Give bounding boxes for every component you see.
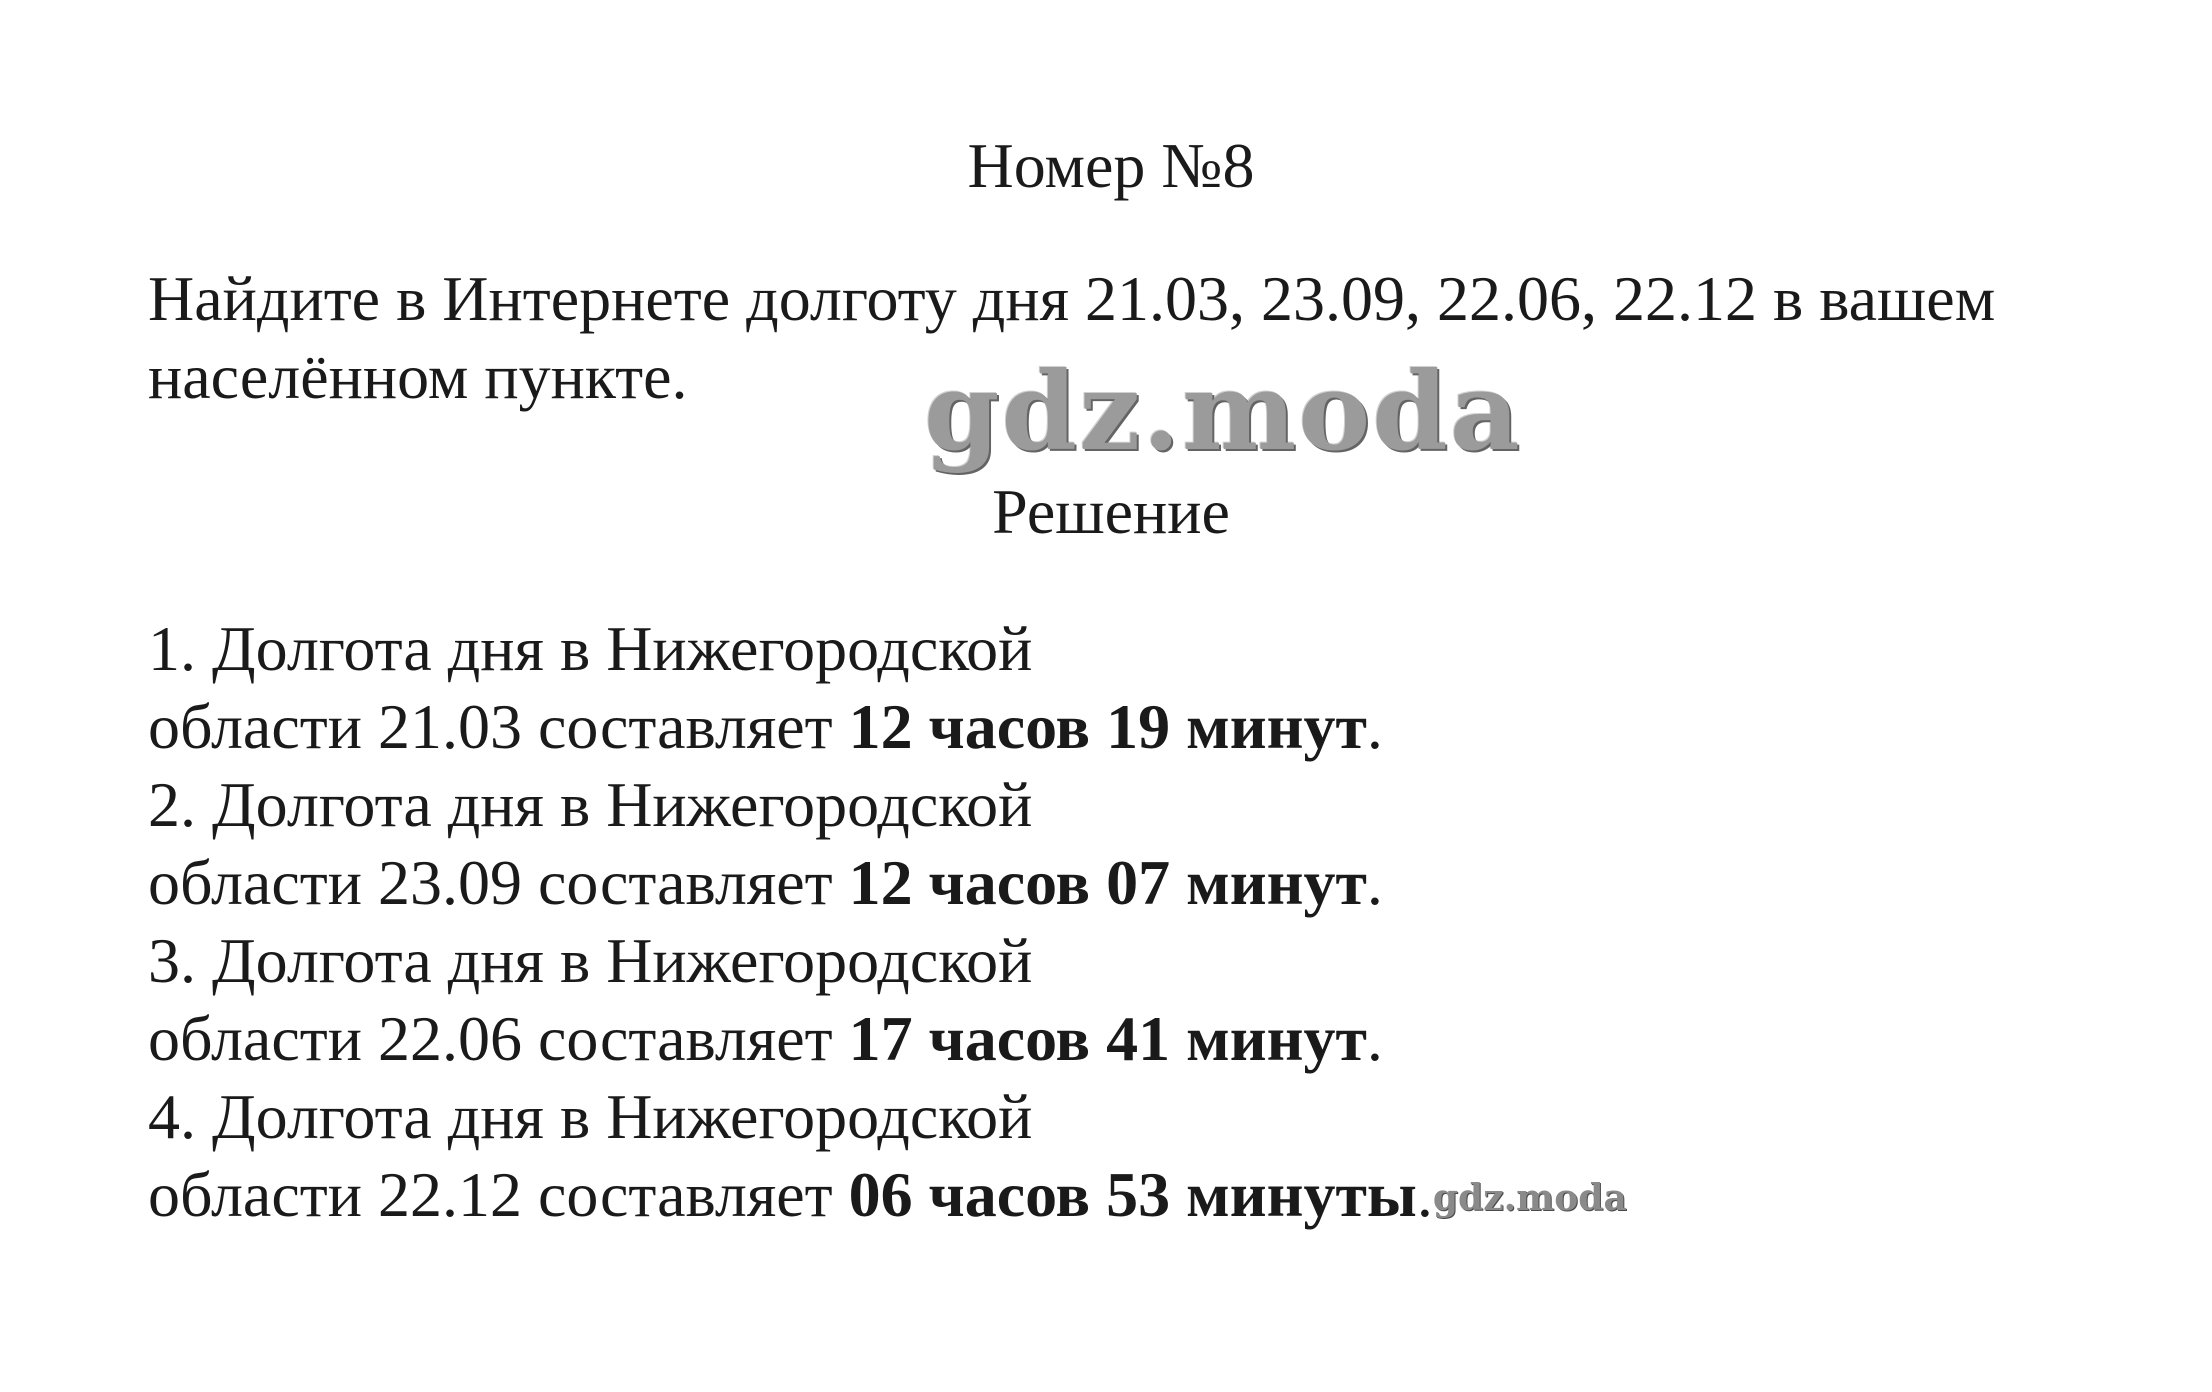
watermark-small-logo: gdz.moda <box>1432 1177 1627 1219</box>
answer-suffix: . <box>1366 847 1383 918</box>
answer-suffix: . <box>1366 691 1383 762</box>
watermark-logo: gdz.moda <box>924 349 1522 475</box>
answer-value: 06 часов 53 минуты <box>848 1159 1417 1230</box>
answer-line-2 <box>148 844 2108 922</box>
answer-prefix: области 21.03 составляет <box>148 691 849 762</box>
solution-heading: Решение <box>992 476 1230 547</box>
answer-item <box>148 1078 2108 1237</box>
answer-suffix: . <box>1416 1159 1433 1230</box>
answer-line-1: 4. Долгота дня в Нижегородской <box>148 1081 1033 1152</box>
task-text: Найдите в Интернете долготу дня 21.03, 23.09, 22.06, 22.12 в вашем населённом пункте. <box>148 263 1996 412</box>
answer-line-1: 1. Долгота дня в Нижегородской <box>148 613 1033 684</box>
answer-item <box>148 922 2108 1078</box>
answer-value: 17 часов 41 минут <box>848 1003 1367 1074</box>
answer-prefix: области 22.06 составляет <box>148 1003 849 1074</box>
answer-list <box>148 610 2108 1237</box>
answer-prefix: области 23.09 составляет <box>148 847 849 918</box>
answer-item <box>148 766 2108 922</box>
answer-line-1: 2. Долгота дня в Нижегородской <box>148 769 1033 840</box>
page-title: Номер №8 <box>967 130 1255 201</box>
answer-suffix: . <box>1366 1003 1383 1074</box>
answer-line-1: 3. Долгота дня в Нижегородской <box>148 925 1033 996</box>
answer-line-2 <box>148 1156 2108 1237</box>
answer-line-2 <box>148 688 2108 766</box>
answer-value: 12 часов 07 минут <box>848 847 1367 918</box>
answer-prefix: области 22.12 составляет <box>148 1159 849 1230</box>
answer-value: 12 часов 19 минут <box>848 691 1367 762</box>
answer-item <box>148 610 2108 766</box>
answer-line-2 <box>148 1000 2108 1078</box>
